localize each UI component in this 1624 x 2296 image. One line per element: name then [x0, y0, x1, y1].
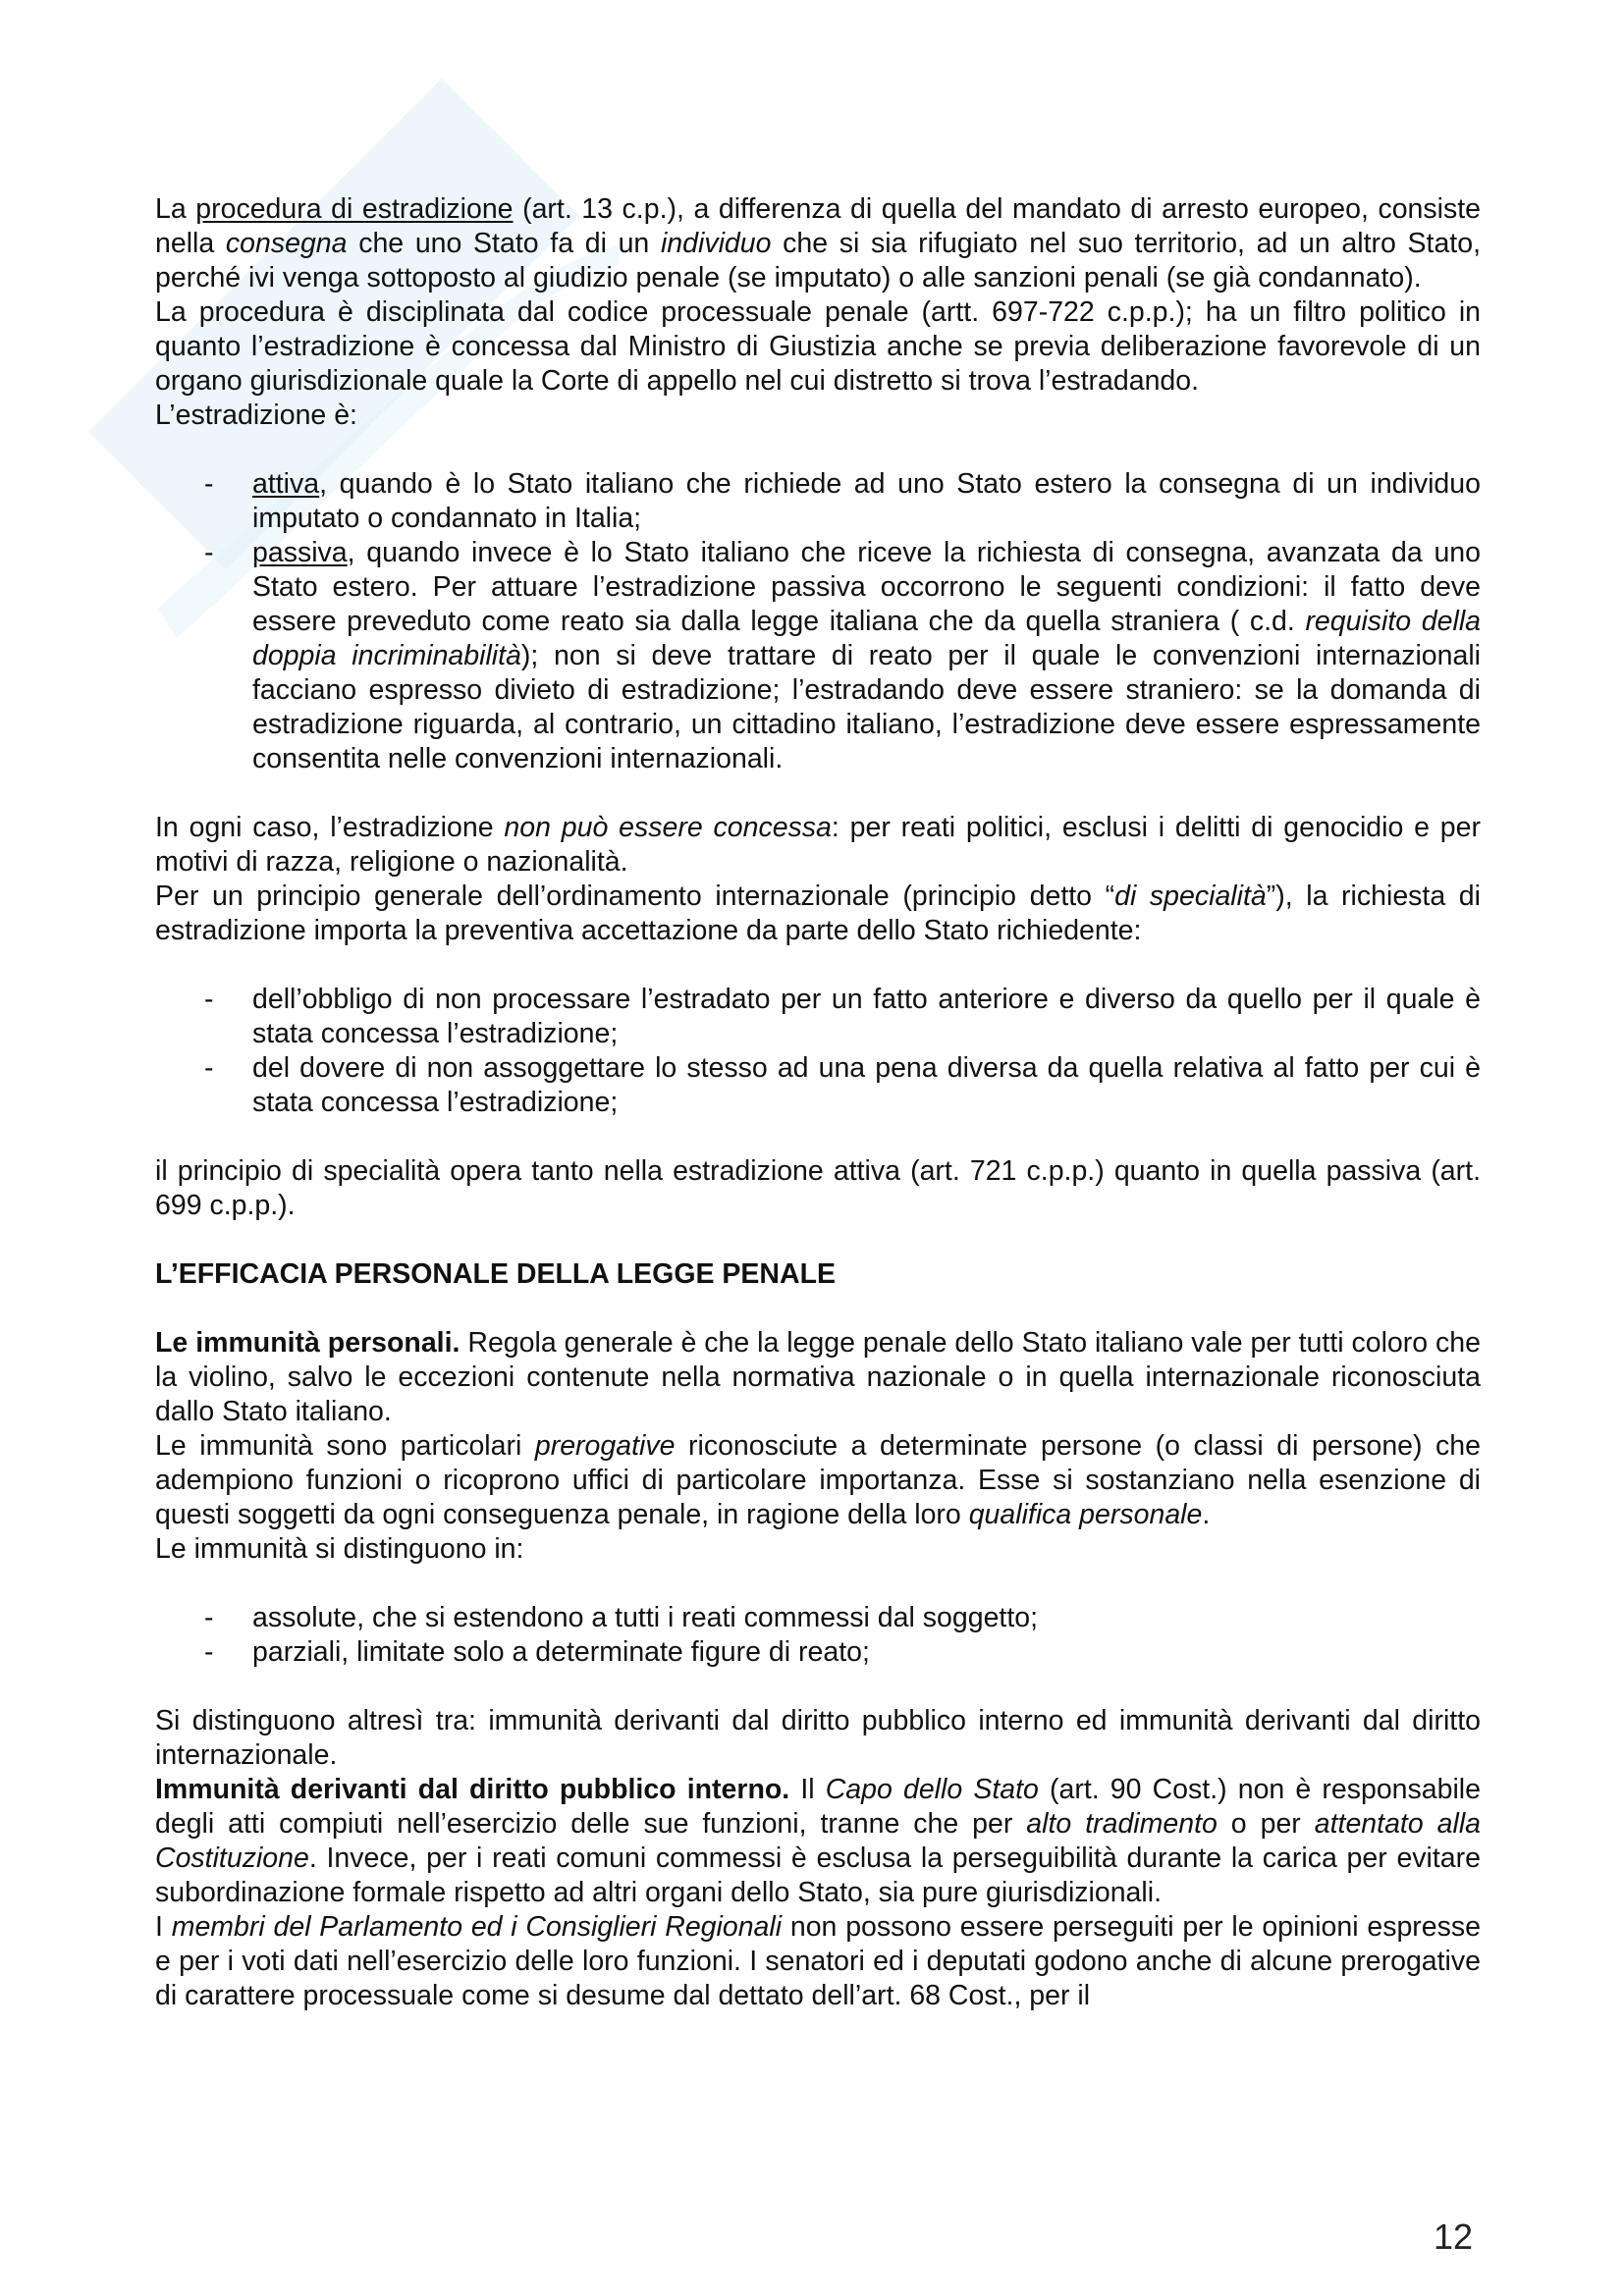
paragraph-prerogative: Le immunità sono particolari prerogative riconosciute a determinate persone (o classi di persone) che adempiono funzioni o ricoprono uffici di particolare importanza. Esse si sostanziano nella esenzione di questi soggetti da ogni conseguenza penale, in ragione della loro qualifica personale.: [155, 1430, 1482, 1530]
paragraph-estradizione-types-intro: L’estradizione è:: [155, 400, 357, 431]
paragraph-procedura: La procedura è disciplinata dal codice processuale penale (artt. 697-722 c.p.p.); ha un filtro politico in quanto l’estradizione è concessa dal Ministro di Giustizia anche se previa deliberazione favorevole di un organo giurisdizionale quale la Corte di appello nel cui distretto si trova l’estradando.: [155, 296, 1481, 397]
specialita-obligations-list: [155, 983, 1481, 1120]
estradizione-types-list: [155, 467, 1481, 776]
section-heading: L’EFFICACIA PERSONALE DELLA LEGGE PENALE: [155, 1258, 837, 1290]
list-item: - dell’obbligo di non processare l’estradato per un fatto anteriore e diverso da quello per il quale è stata concessa l’estradizione;: [204, 984, 1481, 1049]
paragraph-specialita-scope: il principio di specialità opera tanto nella estradizione attiva (art. 721 c.p.p.) quanto in quella passiva (art. 699 c.p.p.).: [155, 1155, 1481, 1221]
list-item: - attiva, quando è lo Stato italiano che richiede ad uno Stato estero la consegna di un individuo imputato o condannato in Italia;: [204, 468, 1481, 534]
list-item: - passiva, quando invece è lo Stato italiano che riceve la richiesta di consegna, avanzata da uno Stato estero. Per attuare l’estradizione passiva occorrono le seguenti condizioni: il fatto deve essere preveduto come reato sia dalla legge italiana che da quella straniera ( c.d. requisito della doppia incriminabilità); non si deve trattare di reato per il quale le convenzioni internazionali facciano espresso divieto di estradizione; l’estradando deve essere straniero: se la domanda di estradizione riguarda, al contrario, un cittadino italiano, l’estradizione deve essere espressamente consentita nelle convenzioni internazionali.: [204, 537, 1482, 774]
page-number: 12: [1434, 2216, 1474, 2257]
list-item: - del dovere di non assoggettare lo stesso ad una pena diversa da quella relativa al fatto per cui è stata concessa l’estradizione;: [204, 1052, 1481, 1118]
paragraph-parlamento: I membri del Parlamento ed i Consiglieri Regionali non possono essere perseguiti per le opinioni espresse e per i voti dati nell’esercizio delle loro funzioni. I senatori ed i deputati godono anche di alcune prerogative di carattere processuale come si desume dal dettato dell’art. 68 Cost., per il: [155, 1911, 1481, 2011]
paragraph-estradizione-definition: La procedura di estradizione (art. 13 c.p.), a differenza di quella del mandato di arresto europeo, consiste nella consegna che uno Stato fa di un individuo che si sia rifugiato nel suo territorio, ad un altro Stato, perché ivi venga sottoposto al giudizio penale (se imputato) o alle sanzioni penali (se già condannato).: [155, 193, 1481, 294]
paragraph-diritto-pubblico-interno: Immunità derivanti dal diritto pubblico interno. Il Capo dello Stato (art. 90 Cost.) non è responsabile degli atti compiuti nell’esercizio delle sue funzioni, tranne che per alto tradimento o per attentato alla Costituzione. Invece, per i reati comuni commessi è esclusa la perseguibilità durante la carica per evitare subordinazione formale rispetto ad altri organi dello Stato, sia pure giurisdizionali.: [155, 1774, 1482, 1908]
paragraph-principio-specialita: Per un principio generale dell’ordinamento internazionale (principio detto “di specialità”), la richiesta di estradizione importa la preventiva accettazione da parte dello Stato richiedente:: [155, 881, 1481, 946]
paragraph-immunita-personali: Le immunità personali. Regola generale è che la legge penale dello Stato italiano vale per tutti coloro che la violino, salvo le eccezioni contenute nella normativa nazionale o in quella internazionale riconosciuta dallo Stato italiano.: [155, 1327, 1482, 1427]
paragraph-immunita-distinction: Le immunità si distinguono in:: [155, 1533, 524, 1565]
list-item: - parziali, limitate solo a determinate figure di reato;: [204, 1636, 870, 1668]
term-procedura-di-estradizione: procedura di estradizione: [195, 193, 514, 225]
paragraph-non-concessa: In ogni caso, l’estradizione non può essere concessa: per reati politici, esclusi i delitti di genocidio e per motivi di razza, religione o nazionalità.: [155, 812, 1481, 878]
list-item: - assolute, che si estendono a tutti i reati commessi dal soggetto;: [204, 1602, 1039, 1633]
immunita-types-list: [155, 1601, 1481, 1670]
paragraph-distinguono-altresi: Si distinguono altresì tra: immunità derivanti dal diritto pubblico interno ed immunità derivanti dal diritto internazionale.: [155, 1705, 1481, 1771]
document-body: [155, 192, 1481, 2013]
